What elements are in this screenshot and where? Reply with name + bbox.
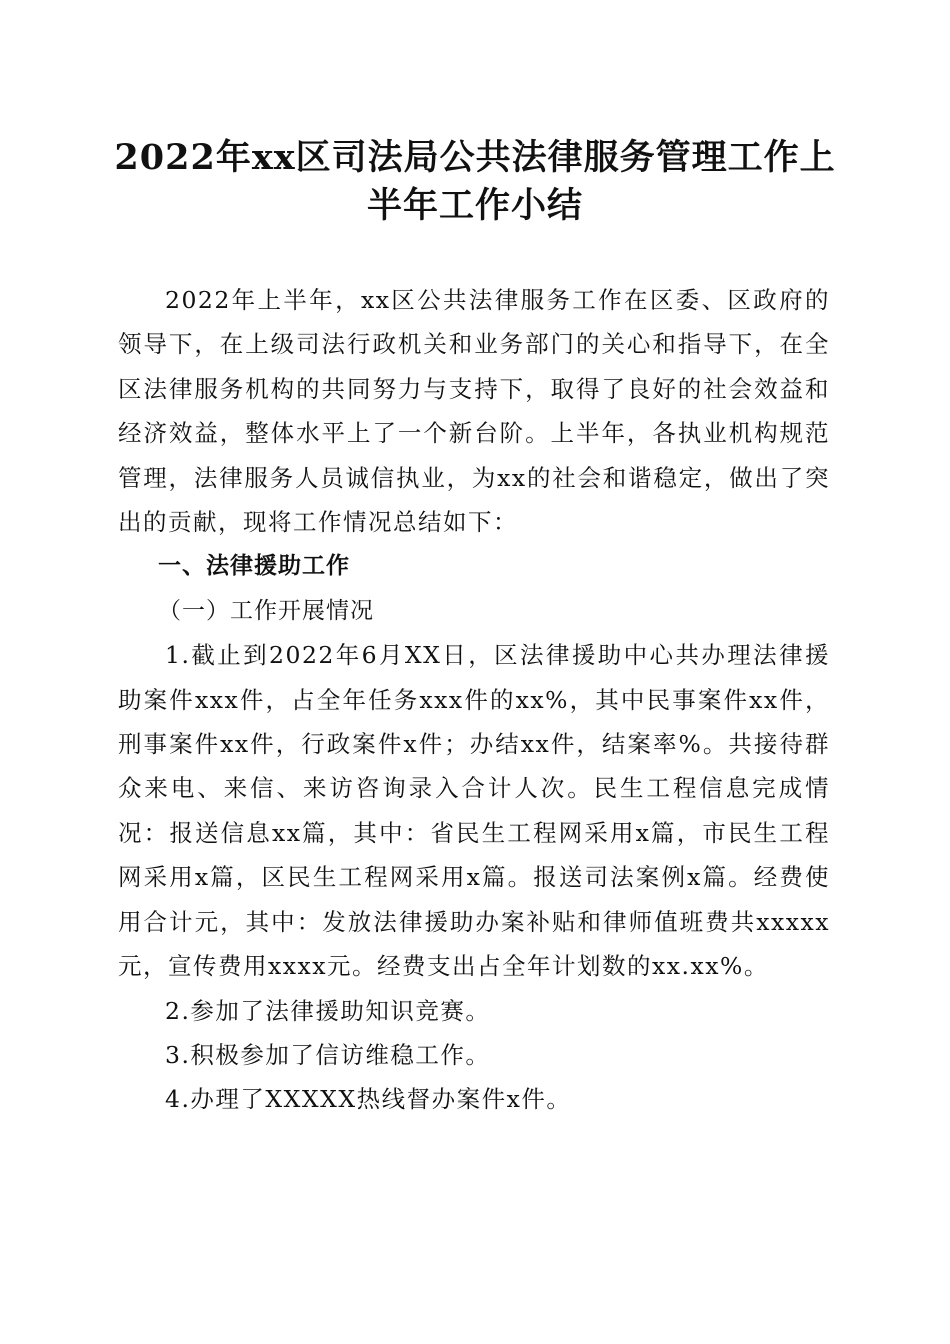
subsection-heading: （一）工作开展情况: [158, 597, 374, 624]
title-line-2: 半年工作小结: [366, 185, 583, 226]
item-paragraph-3: 3.积极参加了信访维稳工作。: [165, 1040, 491, 1069]
document-body: [118, 278, 830, 1122]
intro-paragraph: 2022年上半年，xx区公共法律服务工作在区委、区政府的领导下，在上级司法行政机关和业务部门的关心和指导下，在全区法律服务机构的共同努力与支持下，取得了良好的社会效益和经济效益，整体水平上了一个新台阶。上半年，各执业机构规范管理，法律服务人员诚信执业，为xx的社会和谐稳定，做出了突出的贡献，现将工作情况总结如下：: [118, 286, 830, 537]
title-line-1: 2022年xx区司法局公共法律服务管理工作上: [114, 137, 836, 178]
item-paragraph-4: 4.办理了XXXXX热线督办案件x件。: [165, 1085, 572, 1114]
item-paragraph-1: 1.截止到2022年6月XX日，区法律援助中心共办理法律援助案件xxx件，占全年任务xxx件的xx%，其中民事案件xx件，刑事案件xx件，行政案件x件；办结xx件，结案率%。共接待群众来电、来信、来访咨询录入合计人次。民生工程信息完成情况：报送信息xx篇，其中：省民生工程网采用x篇，市民生工程网采用x篇，区民生工程网采用x篇。报送司法案例x篇。经费使用合计元，其中：发放法律援助办案补贴和律师值班费共xxxxx元，宣传费用xxxx元。经费支出占全年计划数的xx.xx%。: [118, 641, 830, 981]
section-heading: 一、法律援助工作: [158, 553, 350, 580]
item-paragraph-2: 2.参加了法律援助知识竞赛。: [165, 996, 491, 1025]
document-title: [110, 134, 840, 230]
